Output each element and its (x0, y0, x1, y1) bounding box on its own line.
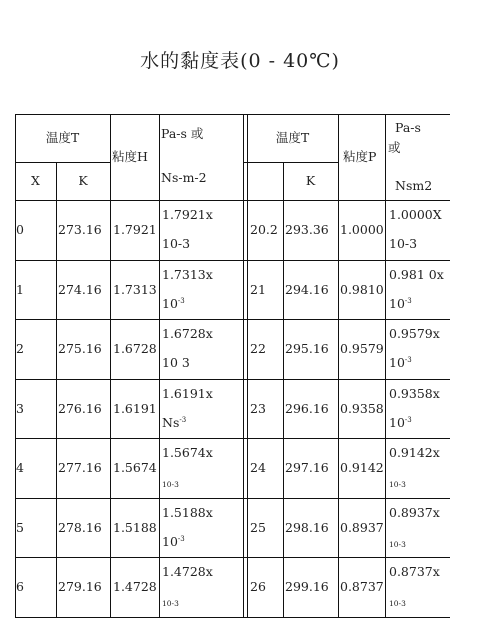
header-k-left: K (78, 172, 88, 188)
col-line (56, 162, 57, 618)
cell-unit-left-exponent: -3 (177, 535, 185, 543)
cell-k-right: 297.16 (285, 459, 329, 475)
cell-viscosity: 1.5188 (113, 519, 157, 535)
header-temperature-left: 温度T (45, 129, 80, 145)
cell-viscosity: 1.6191 (113, 400, 157, 416)
cell-viscosity: 1.5674 (113, 459, 157, 475)
cell-x-right: 24 (250, 459, 266, 475)
header-x: X (31, 172, 40, 188)
cell-k-right: 293.36 (285, 221, 329, 237)
cell-unit-right (387, 498, 449, 558)
cell-unit-left-line2: 10 3 (162, 355, 190, 370)
cell-unit-right-line1: 0.981 0x (389, 267, 444, 282)
cell-unit-right-line2: 10-3 (389, 540, 406, 549)
col-line (338, 114, 339, 618)
cell-unit-right (387, 557, 449, 617)
cell-x-right: 25 (250, 519, 266, 535)
cell-unit-left-line1: 1.5674x (162, 445, 213, 460)
cell-k: 277.16 (58, 459, 102, 475)
cell-unit-left (160, 319, 222, 379)
header-unit-left-line1: Pa-s 或 (161, 126, 204, 141)
cell-x: 2 (16, 340, 24, 356)
cell-x: 0 (16, 221, 24, 237)
cell-viscosity: 1.4728 (113, 578, 157, 594)
cell-k-right: 298.16 (285, 519, 329, 535)
cell-k-right: 296.16 (285, 400, 329, 416)
cell-viscosity-right: 0.9579 (340, 340, 384, 356)
cell-unit-left-exponent: -3 (179, 416, 187, 424)
cell-x-right: 22 (250, 340, 266, 356)
cell-k-right: 295.16 (285, 340, 329, 356)
cell-k: 274.16 (58, 281, 102, 297)
cell-k: 275.16 (58, 340, 102, 356)
cell-unit-right-line2: 10-3 (389, 599, 406, 608)
cell-viscosity: 1.7313 (113, 281, 157, 297)
col-line (283, 162, 284, 618)
cell-unit-right (387, 438, 449, 498)
cell-unit-left-exponent: -3 (177, 297, 185, 305)
cell-unit-right-line2: 10-3 (389, 480, 406, 489)
cell-x: 6 (16, 578, 24, 594)
header-unit-right-line2: 或 (388, 140, 401, 155)
cell-viscosity: 1.7921 (113, 221, 157, 237)
cell-unit-right-line1: 0.9579x (389, 326, 440, 341)
cell-unit-right-line1: 0.8737x (389, 564, 440, 579)
cell-x-right: 23 (250, 400, 266, 416)
cell-unit-right-line1: 1.0000X (389, 207, 442, 222)
cell-x: 1 (16, 281, 24, 297)
cell-unit-right-line1: 0.9358x (389, 386, 440, 401)
header-unit-right-line1: Pa-s (395, 120, 421, 135)
cell-unit-right (387, 319, 449, 379)
cell-unit-left-line2: $10^{-3}$ (162, 296, 185, 312)
cell-k: 278.16 (58, 519, 102, 535)
cell-unit-right-exponent: -3 (404, 416, 412, 424)
cell-unit-left (160, 557, 222, 617)
cell-unit-left (160, 438, 222, 498)
col-line (247, 114, 248, 618)
cell-unit-left-line1: 1.6728x (162, 326, 213, 341)
cell-viscosity-right: 0.8737 (340, 578, 384, 594)
header-viscosity-right: 粘度P (343, 148, 377, 164)
cell-viscosity-right: 0.9358 (340, 400, 384, 416)
cell-unit-left-line1: 1.6191x (162, 386, 213, 401)
cell-x: 5 (16, 519, 24, 535)
cell-unit-left-line2: 10-3 (162, 236, 191, 251)
header-unit-left-line2: Ns-m-2 (161, 170, 207, 185)
cell-x: 3 (16, 400, 24, 416)
cell-unit-right-exponent: -3 (404, 356, 412, 364)
cell-unit-left (160, 498, 222, 558)
col-line (385, 114, 386, 618)
cell-unit-right-line1: 0.8937x (389, 505, 440, 520)
cell-k-right: 299.16 (285, 578, 329, 594)
cell-k-right: 294.16 (285, 281, 329, 297)
viscosity-table (15, 114, 450, 618)
cell-unit-right (387, 260, 449, 320)
cell-unit-right-line2: $10^{-3}$ (389, 296, 412, 312)
cell-unit-right-line2: $10^{-3}$ (389, 355, 412, 371)
col-line (243, 114, 244, 618)
cell-unit-left-line2: $Ns^{-3}$ (162, 415, 187, 431)
cell-unit-left-line2: 10-3 (162, 599, 179, 608)
cell-unit-left-line1: 1.4728x (162, 564, 213, 579)
header-viscosity-left: 粘度H (112, 148, 148, 164)
cell-x-right: 21 (250, 281, 266, 297)
cell-unit-left (160, 260, 222, 320)
col-line (110, 114, 111, 618)
cell-x: 4 (16, 459, 24, 475)
cell-viscosity: 1.6728 (113, 340, 157, 356)
cell-viscosity-right: 0.8937 (340, 519, 384, 535)
cell-viscosity-right: 0.9142 (340, 459, 384, 475)
header-temperature-right: 温度T (275, 129, 310, 145)
cell-unit-right-exponent: -3 (404, 297, 412, 305)
cell-viscosity-right: 0.9810 (340, 281, 384, 297)
cell-unit-left (160, 200, 222, 260)
cell-viscosity-right: 1.0000 (340, 221, 384, 237)
cell-unit-right-line1: 0.9142x (389, 445, 440, 460)
cell-unit-right-line2: $10^{-3}$ (389, 415, 412, 431)
cell-unit-right-line2: 10-3 (389, 236, 418, 251)
cell-unit-right (387, 379, 449, 439)
cell-unit-right (387, 200, 449, 260)
cell-x-right: 20.2 (250, 221, 278, 237)
cell-unit-left-line1: 1.7921x (162, 207, 213, 222)
cell-unit-left (160, 379, 222, 439)
cell-x-right: 26 (250, 578, 266, 594)
cell-k: 279.16 (58, 578, 102, 594)
cell-unit-left-line1: 1.7313x (162, 267, 213, 282)
cell-k: 276.16 (58, 400, 102, 416)
cell-unit-left-line2: $10^{-3}$ (162, 534, 185, 550)
cell-k: 273.16 (58, 221, 102, 237)
cell-unit-left-line1: 1.5188x (162, 505, 213, 520)
cell-unit-left-line2: 10-3 (162, 480, 179, 489)
page-title: 水的黏度表(0 - 40℃) (140, 50, 340, 72)
header-unit-right-line3: Nsm2 (395, 178, 433, 193)
header-k-right: K (305, 172, 316, 188)
